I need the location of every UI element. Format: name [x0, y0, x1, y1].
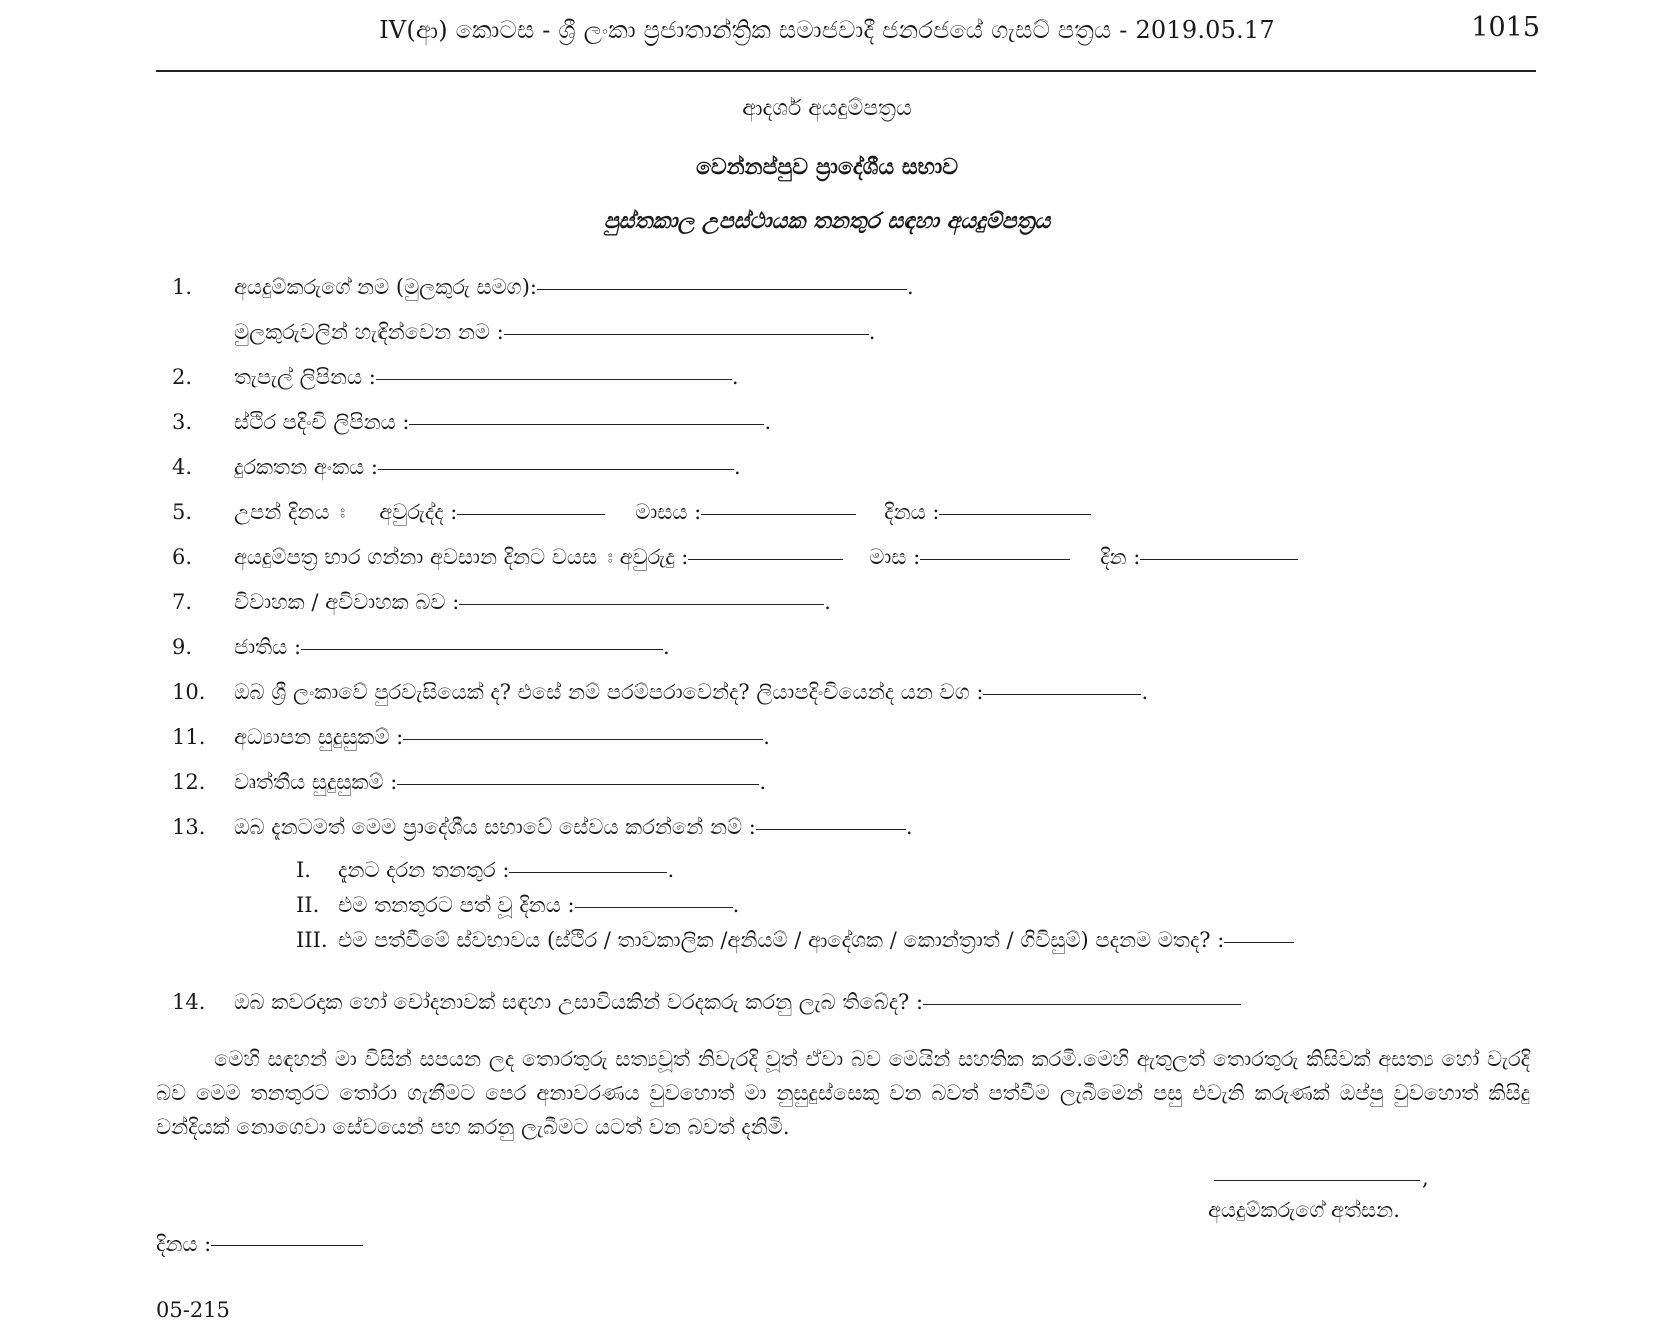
date-field [156, 1232, 363, 1257]
form-subfield-appointment-nature [296, 928, 1294, 953]
fill-line [756, 828, 906, 830]
field-label: ඔබ ශ්‍රී ලංකාවේ පුරවැසියෙක් ද? එසේ නම් පරම්පරාවෙන්ද? ලියාපදිංචියෙන්ද යන වග : [234, 680, 984, 704]
form-field-name [234, 275, 914, 300]
field-end: . [732, 893, 740, 917]
fill-line [504, 333, 869, 335]
form-type-heading: ආදර්ශ අයදුම්පත්‍රය [742, 96, 912, 121]
item-number: 14. [172, 990, 206, 1014]
gazette-header-title: IV(ආ) කොටස - ශ්‍රී ලංකා ප්‍රජාතාන්ත්‍රික සමාජවාදී ජනරජයේ ගැසට් පත්‍රය - 2019.05.17 [379, 16, 1275, 44]
fill-line [378, 468, 734, 470]
form-field-current-service [234, 815, 913, 840]
fill-line [509, 871, 667, 873]
form-field-age [234, 545, 1298, 570]
sub-item-number: II. [296, 893, 320, 917]
item-number: 6. [172, 545, 193, 569]
post-heading: පුස්තකාල උපස්ථායක තනතුර සඳහා අයදුම්පත්‍රය [603, 208, 1051, 234]
item-number: 9. [172, 635, 193, 659]
fill-line [459, 603, 824, 605]
signature-line [1214, 1180, 1420, 1181]
item-number: 11. [172, 725, 206, 749]
field-label: ස්ථිර පදිංචි ලිපිනය : [234, 410, 410, 434]
declaration-paragraph: මෙහි සඳහන් මා විසින් සපයන ලද තොරතුරු සත්‍යවූත් නිවැරදි වූත් ඒවා බව මෙයින් සහතික කරමි.මෙහි ඇතුලත් තොරතුරු කිසිවක් අසත්‍ය හෝ වැරදි බව මෙම තනතුරට තෝරා ගැනීමට පෙර අනාවරණය වුවහොත් මා නුසුදුස්සෙකු වන බවත් පත්වීම ලැබීමෙන් පසු එවැනි කරුණක් ඔප්පු වුවහොත් කිසිදු වන්දියක් නොගෙවා සේවයෙන් පහ කරනු ලැබීමට යටත් වන බවත් දනිමි. [156, 1047, 1530, 1139]
field-sub-label-day: දිනය : [884, 500, 940, 524]
item-number: 7. [172, 590, 193, 614]
field-label: එම පත්වීමේ ස්වභාවය (ස්ථිර / තාවකාලික /අනියම් / ආදේශක / කොන්ත්‍රාත් / ගිවිසුම්) පදනම මතද? : [338, 928, 1225, 952]
field-end: . [759, 770, 766, 794]
item-number: 4. [172, 455, 193, 479]
form-subfield-appointment-date [296, 893, 739, 918]
field-label: ඔබ දැනටමත් මෙම ප්‍රාදේශීය සභාවේ සේවය කරන්නේ නම් : [234, 815, 756, 839]
field-sub-label-month: මාසය : [635, 500, 702, 524]
fill-line [301, 648, 663, 650]
field-label: තැපැල් ලිපිනය : [234, 365, 376, 389]
fill-line [403, 738, 763, 740]
field-label: එම තනතුරට පත් වූ දිනය : [338, 893, 575, 917]
field-label: අයදුම්කරුගේ නම (මුලකුරු සමග): [234, 275, 537, 299]
fill-line [457, 513, 605, 515]
field-end: . [1141, 680, 1149, 704]
field-label: අයදුම්පත්‍ර භාර ගන්නා අවසාන දිනට වයස ඃ අවුරුදු : [234, 545, 689, 569]
item-number: 10. [172, 680, 206, 704]
signature-comma: , [1422, 1166, 1429, 1190]
field-end: . [764, 410, 772, 434]
field-label: අධ්‍යාපන සුදුසුකම් : [234, 725, 404, 749]
item-number: 2. [172, 365, 193, 389]
council-heading: වෙන්නප්පුව ප්‍රාදේශීය සභාව [695, 154, 959, 180]
form-field-convictions [234, 990, 1241, 1015]
item-number: 13. [172, 815, 206, 839]
form-field-birth-date [234, 500, 1091, 525]
field-label: ඔබ කවරදාක හෝ චෝදනාවක් සඳහා උසාවියකින් වරදකරු කරනු ලැබ තිබේද? : [234, 990, 924, 1014]
field-sub-label-year: අවුරුද්ද : [379, 500, 458, 524]
form-field-postal-address [234, 365, 739, 390]
fill-line [983, 693, 1141, 695]
field-label: මුලකුරුවලින් හැඳින්වෙන නම : [234, 320, 504, 344]
field-sub-label-days: දින : [1100, 545, 1141, 569]
field-end: . [667, 858, 675, 882]
field-label: වෘත්තීය සුදුසුකම් : [234, 770, 398, 794]
fill-line [537, 288, 907, 290]
form-field-educational-qualifications [234, 725, 770, 750]
form-field-marital-status [234, 590, 831, 615]
fill-line [211, 1245, 363, 1246]
field-sub-label-months: මාස : [869, 545, 921, 569]
form-field-permanent-address [234, 410, 771, 435]
fill-line [376, 378, 732, 380]
fill-line [920, 558, 1070, 560]
field-end: . [763, 725, 770, 749]
field-label: ජාතිය : [234, 635, 302, 659]
fill-line [397, 783, 759, 785]
item-number: 1. [172, 275, 193, 299]
field-label: විවාහක / අවිවාහක බව : [234, 590, 460, 614]
item-number: 3. [172, 410, 193, 434]
field-label: දුරකතන අංකය : [234, 455, 379, 479]
field-label: දැනට දරන තනතුර : [338, 858, 510, 882]
field-label: උපන් දිනය ඃ [234, 500, 346, 524]
fill-line [1140, 558, 1298, 560]
page-number: 1015 [1471, 12, 1540, 43]
form-field-name-by-initials [234, 320, 875, 345]
field-end: . [824, 590, 831, 614]
fill-line [701, 513, 856, 515]
reference-number: 05-215 [156, 1298, 230, 1322]
signature-label: අයදුම්කරුගේ අත්සන. [1208, 1198, 1400, 1222]
field-end: . [906, 275, 914, 299]
field-end: . [905, 815, 913, 839]
field-end: . [734, 455, 741, 479]
item-number: 5. [172, 500, 193, 524]
sub-item-number: I. [296, 858, 311, 882]
field-end: . [731, 365, 739, 389]
field-end: . [868, 320, 876, 344]
header-divider [156, 70, 1536, 72]
item-number: 12. [172, 770, 206, 794]
sub-item-number: III. [296, 928, 328, 952]
form-subfield-current-post [296, 858, 674, 883]
fill-line [688, 558, 843, 560]
form-field-nationality [234, 635, 670, 660]
field-end: . [663, 635, 670, 659]
fill-line [923, 1003, 1241, 1005]
form-field-professional-qualifications [234, 770, 766, 795]
form-field-telephone [234, 455, 741, 480]
fill-line [1224, 941, 1294, 943]
form-field-citizenship [234, 680, 1148, 705]
fill-line [409, 423, 764, 425]
fill-line [939, 513, 1091, 515]
date-label: දිනය : [156, 1232, 212, 1256]
fill-line [575, 906, 733, 908]
